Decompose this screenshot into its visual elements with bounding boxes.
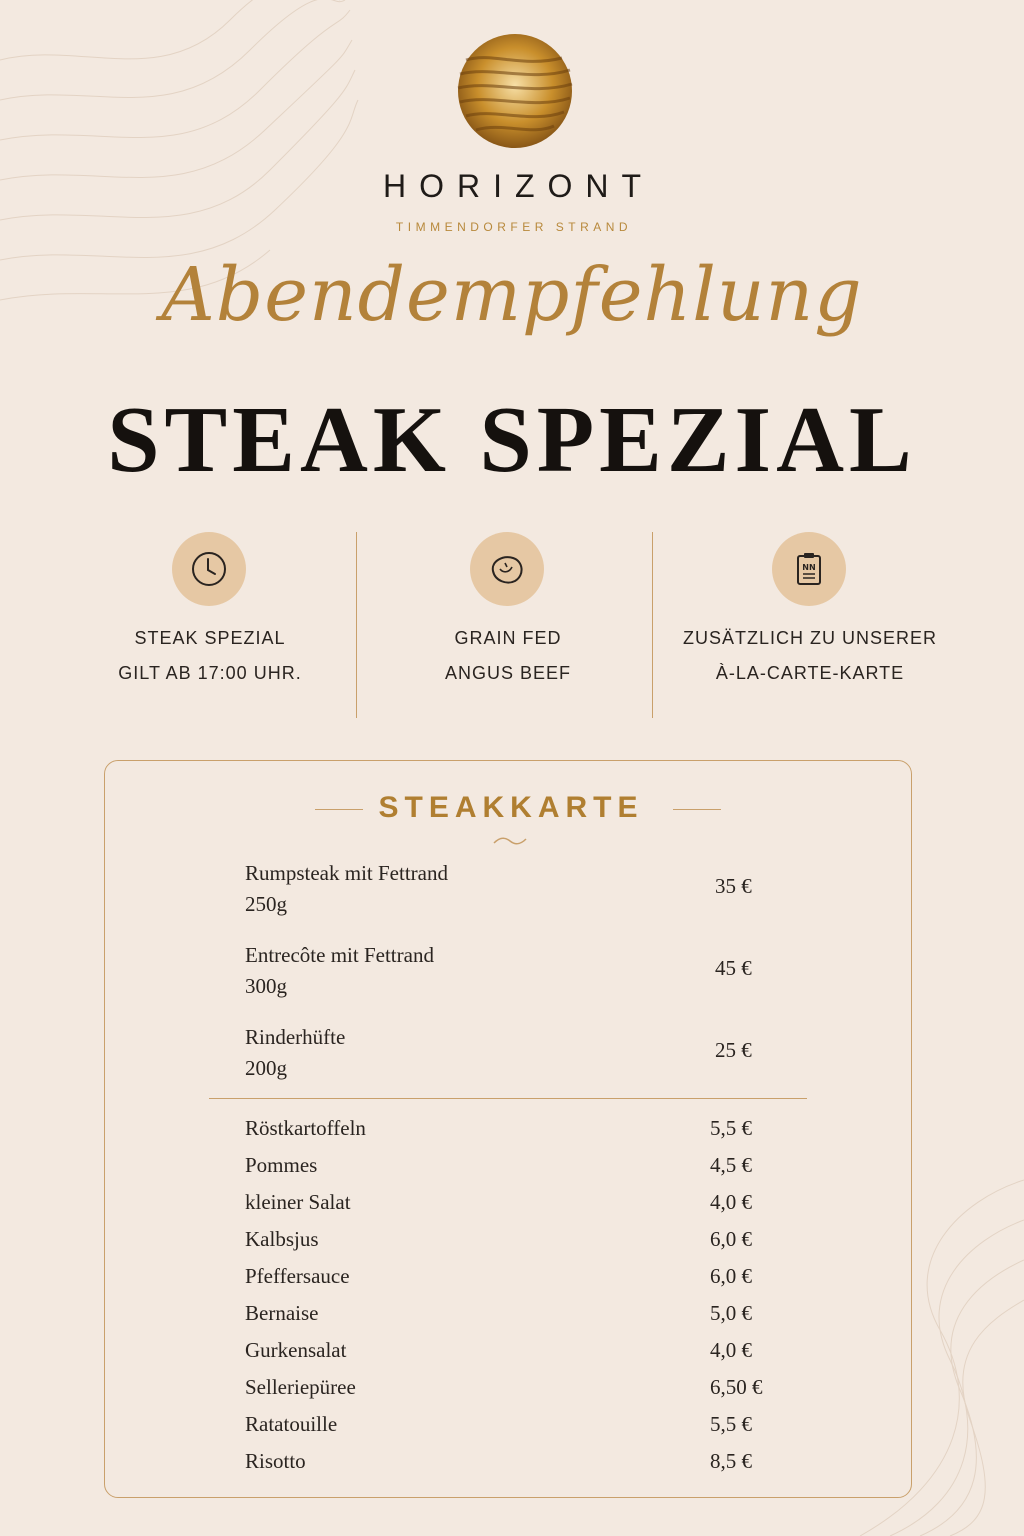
steak-icon <box>470 532 544 606</box>
brand-name: HORIZONT <box>382 168 655 204</box>
feature-row <box>60 530 964 720</box>
side-price: 4,0 € <box>710 1190 752 1214</box>
feature-menu-note <box>660 530 960 720</box>
side-name: Gurkensalat <box>245 1338 347 1362</box>
side-name: Ratatouille <box>245 1412 338 1436</box>
side-name: Bernaise <box>245 1301 319 1325</box>
side-item <box>245 1449 805 1479</box>
steak-name: Rumpsteak mit Fettrand <box>245 861 448 885</box>
feature-line-2: ANGUS BEEF <box>444 663 572 683</box>
feature-line-2: GILT AB 17:00 UHR. <box>118 663 302 683</box>
gold-sphere-logo-icon <box>452 30 578 152</box>
vertical-divider <box>356 532 357 718</box>
side-price: 6,0 € <box>710 1227 752 1251</box>
side-price: 4,0 € <box>710 1338 752 1362</box>
side-item <box>245 1153 805 1183</box>
feature-opening-time <box>60 530 360 720</box>
section-divider <box>209 1098 807 1099</box>
side-name: kleiner Salat <box>245 1190 351 1214</box>
squiggle-ornament <box>493 835 527 847</box>
side-name: Röstkartoffeln <box>245 1116 366 1140</box>
side-price: 6,50 € <box>710 1375 763 1399</box>
side-price: 5,5 € <box>710 1412 752 1436</box>
feature-line-1: GRAIN FED <box>454 628 562 648</box>
side-item <box>245 1264 805 1294</box>
feature-line-1: ZUSÄTZLICH ZU UNSERER <box>682 628 937 648</box>
side-item <box>245 1412 805 1442</box>
steak-name: Rinderhüfte <box>245 1025 346 1049</box>
side-name: Kalbsjus <box>245 1227 319 1251</box>
feature-line-2: À-LA-CARTE-KARTE <box>715 663 905 683</box>
side-price: 4,5 € <box>710 1153 752 1177</box>
svg-text:NN: NN <box>802 563 816 572</box>
side-price: 8,5 € <box>710 1449 752 1473</box>
side-name: Risotto <box>245 1449 306 1473</box>
side-price: 6,0 € <box>710 1264 752 1288</box>
menu-card-icon <box>772 532 846 606</box>
script-heading: Abendempfehlung <box>161 252 863 338</box>
side-item <box>245 1190 805 1220</box>
steak-weight: 300g <box>245 974 287 998</box>
steak-price: 45 € <box>715 956 752 980</box>
steak-price: 25 € <box>715 1038 752 1062</box>
side-name: Pfeffersauce <box>245 1264 350 1288</box>
side-name: Pommes <box>245 1153 318 1177</box>
vertical-divider <box>652 532 653 718</box>
page-title: STEAK SPEZIAL <box>107 388 917 492</box>
feature-beef <box>358 530 658 720</box>
feature-line-1: STEAK SPEZIAL <box>134 628 286 648</box>
steak-weight: 250g <box>245 892 287 916</box>
steak-weight: 200g <box>245 1056 287 1080</box>
brand-location: TIMMENDORFER STRAND <box>395 220 633 234</box>
steak-menu-card <box>104 760 912 1498</box>
side-item <box>245 1338 805 1368</box>
side-item <box>245 1227 805 1257</box>
side-item <box>245 1116 805 1146</box>
steak-price: 35 € <box>715 874 752 898</box>
side-item <box>245 1375 805 1405</box>
side-price: 5,5 € <box>710 1116 752 1140</box>
side-item <box>245 1301 805 1331</box>
steak-name: Entrecôte mit Fettrand <box>245 943 434 967</box>
side-price: 5,0 € <box>710 1301 752 1325</box>
side-name: Selleriepüree <box>245 1375 356 1399</box>
menu-title: STEAKKARTE <box>378 791 644 824</box>
clock-icon <box>172 532 246 606</box>
